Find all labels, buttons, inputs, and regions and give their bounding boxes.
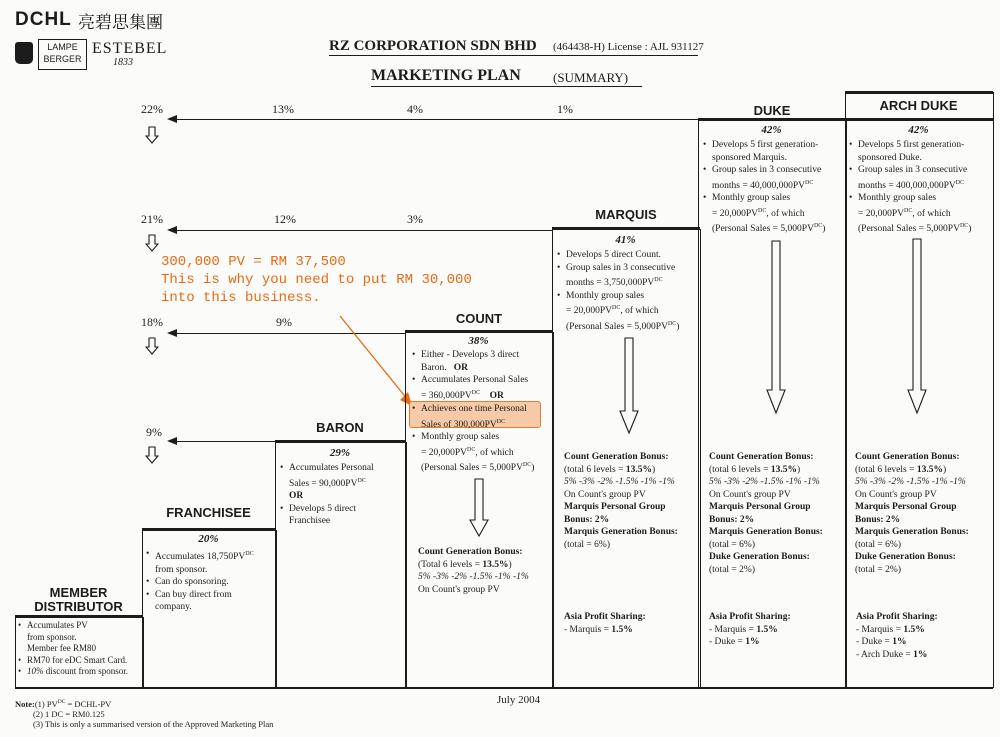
duke-b3d: (Personal Sales = 5,000PV <box>712 224 814 235</box>
archduke-pct: 42% <box>908 124 929 136</box>
archduke-cgb-levels: 5% -3% -2% -1.5% -1% -1% <box>855 477 966 487</box>
franchisee-criteria <box>146 548 274 614</box>
marquis-b3b: = 20,000PV <box>566 306 613 317</box>
marquis-cgb-t3: ) <box>651 464 656 475</box>
duke-mpg-h2: Bonus: 2% <box>709 514 755 525</box>
count-bonus <box>418 546 552 596</box>
member-title-line2: DISTRIBUTOR <box>34 599 123 614</box>
count-b4e: ) <box>531 463 535 474</box>
row2-pct-2: 3% <box>407 212 423 226</box>
dchl-logo: DCHL <box>15 9 72 30</box>
count-pct: 38% <box>468 335 489 347</box>
chart-baseline <box>15 687 993 689</box>
row2-line <box>175 230 553 231</box>
franchisee-b3b: company. <box>155 602 192 613</box>
archduke-cgb-on: On Count's group PV <box>855 489 937 500</box>
annotation-line-2: This is why you need to put RM 30,000 <box>161 272 472 288</box>
archduke-b2b: months = 400,000,000PV <box>858 180 956 191</box>
marquis-cgb-on: On Count's group PV <box>564 489 646 500</box>
count-dc-sup-1: DC <box>471 389 481 396</box>
header-underline <box>329 55 698 56</box>
duke-mpg-h1: Marquis Personal Group <box>709 502 811 512</box>
archduke-dgb-heading: Duke Generation Bonus: <box>855 552 956 562</box>
archduke-mpg-h1: Marquis Personal Group <box>855 502 957 512</box>
marquis-mpg-h2: Bonus: 2% <box>564 514 610 525</box>
duke-bonus <box>709 451 845 576</box>
count-b2b: = 360,000PV <box>421 390 472 401</box>
count-or-1: OR <box>453 362 468 373</box>
member-b2: RM70 for eDC Smart Card. <box>27 654 128 665</box>
duke-dc-sup-1: DC <box>804 179 814 186</box>
note-1a: (1) PV <box>34 698 58 709</box>
archduke-b3c: , of which <box>912 208 951 219</box>
baron-b1b: Sales = 90,000PV <box>289 478 358 489</box>
marquis-b2b: months = 3,750,000PV <box>566 278 655 289</box>
row3-down-arrow-icon <box>145 337 159 355</box>
note-1b: = DCHL-PV <box>65 698 112 709</box>
franchisee-pct: 20% <box>198 533 219 545</box>
footer-date: July 2004 <box>497 694 541 706</box>
marquis-dc-sup-3: DC <box>667 320 677 327</box>
duke-down-arrow-icon <box>766 240 786 415</box>
archduke-title: ARCH DUKE <box>879 98 958 113</box>
archduke-aps-marquis-pct: 1.5% <box>903 624 925 635</box>
note-3: (3) This is only a summarised version of the Approved Marketing Plan <box>33 718 274 729</box>
archduke-dc-sup-3: DC <box>959 223 969 230</box>
annotation-line-1: 300,000 PV = RM 37,500 <box>161 254 346 270</box>
duke-dgb-heading: Duke Generation Bonus: <box>709 552 810 562</box>
row4-pct-0: 9% <box>146 425 162 439</box>
baron-dc-sup: DC <box>357 477 366 484</box>
member-criteria <box>18 620 148 678</box>
archduke-cgb-t3: ) <box>942 464 947 475</box>
marquis-mgb-heading: Marquis Generation Bonus: <box>564 527 678 537</box>
duke-aps-duke: - Duke = <box>709 637 746 647</box>
count-b3b: Sales of 300,000PV <box>421 419 497 430</box>
baron-b2b: Franchisee <box>289 516 331 527</box>
marquis-mpg-h1: Marquis Personal Group <box>564 502 666 512</box>
count-b4b: = 20,000PV <box>421 447 468 458</box>
archduke-b3a: Monthly group sales <box>858 193 937 204</box>
marquis-down-arrow-icon <box>619 337 639 435</box>
duke-b2a: Group sales in 3 consecutive <box>712 165 822 175</box>
member-b1c: Member fee RM80 <box>27 643 96 653</box>
archduke-mpg-h2: Bonus: 2% <box>855 514 901 525</box>
row1-pct-1: 13% <box>272 102 294 116</box>
archduke-b3d: (Personal Sales = 5,000PV <box>858 224 960 235</box>
archduke-b3e: ) <box>968 224 972 235</box>
company-license: (464438-H) License : AJL 931127 <box>553 41 704 53</box>
note-2: (2) 1 DC = RM0.125 <box>33 708 105 719</box>
duke-b3e: ) <box>822 224 826 235</box>
footer-notes <box>15 697 273 729</box>
lamp-bottle-icon <box>15 42 33 64</box>
count-or-2: OR <box>489 390 504 401</box>
baron-criteria <box>280 462 404 528</box>
marquis-dc-sup-2: DC <box>612 305 621 312</box>
count-bonus-t2: 13.5% <box>482 559 509 570</box>
marquis-aps-marquis: - Marquis = <box>564 624 612 635</box>
count-bonus-on: On Count's group PV <box>418 584 500 595</box>
row1-down-arrow-icon <box>145 126 159 144</box>
count-bonus-t1: (Total 6 levels = <box>418 559 483 570</box>
archduke-down-arrow-icon <box>907 238 927 415</box>
duke-b3a: Monthly group sales <box>712 193 791 204</box>
member-b1b: from sponsor. <box>27 631 77 642</box>
archduke-cgb-t1: (total 6 levels = <box>855 464 917 475</box>
duke-cgb-on: On Count's group PV <box>709 489 791 500</box>
row4-line <box>175 441 275 442</box>
marquis-cgb-t2: 13.5% <box>625 464 652 475</box>
franchisee-b2: Can do sponsoring. <box>155 577 229 588</box>
marquis-cgb-levels: 5% -3% -2% -1.5% -1% -1% <box>564 477 675 487</box>
estebel-logo: ESTEBEL <box>92 40 168 57</box>
row3-pct-1: 9% <box>276 315 292 329</box>
count-b4d: (Personal Sales = 5,000PV <box>421 463 523 474</box>
duke-cgb-heading: Count Generation Bonus: <box>709 452 814 462</box>
marquis-cgb-t1: (total 6 levels = <box>564 464 626 475</box>
duke-b3c: , of which <box>766 208 805 219</box>
duke-aps-heading: Asia Profit Sharing: <box>709 612 791 622</box>
marquis-dc-sup-1: DC <box>654 277 663 283</box>
marquis-aps-marquis-pct: 1.5% <box>611 624 633 635</box>
franchisee-dc-sup: DC <box>245 551 254 557</box>
row3-pct-0: 18% <box>141 315 163 329</box>
archduke-aps-heading: Asia Profit Sharing: <box>856 612 938 622</box>
chinese-logo-text: 亮碧思集團 <box>78 13 163 33</box>
notes-label: Note: <box>15 698 35 709</box>
baron-b1a: Accumulates Personal <box>289 463 374 473</box>
marquis-pct: 41% <box>615 234 636 246</box>
row4-down-arrow-icon <box>145 446 159 464</box>
marquis-b3a: Monthly group sales <box>566 290 645 301</box>
page-title: MARKETING PLAN <box>371 67 521 84</box>
marquis-aps-heading: Asia Profit Sharing: <box>564 612 646 622</box>
duke-asia-profit <box>709 611 845 649</box>
archduke-b2a: Group sales in 3 consecutive <box>858 165 968 175</box>
duke-mgb-total: (total = 6%) <box>709 539 755 550</box>
baron-title: BARON <box>316 420 364 435</box>
marquis-b2a: Group sales in 3 consecutive <box>566 262 676 273</box>
marquis-title: MARQUIS <box>595 207 657 222</box>
baron-b2a: Develops 5 direct <box>289 503 357 514</box>
archduke-b1a: Develops 5 first generation- <box>858 140 965 150</box>
marquis-criteria <box>557 249 699 333</box>
duke-criteria <box>703 139 845 236</box>
title-underline <box>371 86 642 87</box>
count-b1b: Baron. <box>421 362 447 373</box>
marquis-bonus <box>564 451 699 551</box>
archduke-b1b: sponsored Duke. <box>858 152 922 163</box>
duke-b3b: = 20,000PV <box>712 208 759 219</box>
annotation-text <box>161 253 472 307</box>
archduke-mgb-total: (total = 6%) <box>855 539 901 550</box>
duke-pct: 42% <box>761 124 782 136</box>
count-b2a: Accumulates Personal Sales <box>421 375 529 385</box>
count-b4c: , of which <box>475 447 514 458</box>
duke-cgb-levels: 5% -3% -2% -1.5% -1% -1% <box>709 477 820 487</box>
member-title-line1: MEMBER <box>49 585 108 600</box>
archduke-criteria <box>849 139 992 236</box>
archduke-cgb-t2: 13.5% <box>916 464 943 475</box>
archduke-aps-marquis: - Marquis = <box>856 624 904 635</box>
duke-b2b: months = 40,000,000PV <box>712 180 805 191</box>
count-bonus-levels: 5% -3% -2% -1.5% -1% -1% <box>418 572 529 582</box>
count-dc-sup-4: DC <box>522 462 532 469</box>
lampe-berger-logo: LAMPE BERGER <box>38 39 87 70</box>
marquis-b3d: (Personal Sales = 5,000PV <box>566 321 668 332</box>
row1-pct-2: 4% <box>407 102 423 116</box>
annotation-line-3: into this business. <box>161 290 321 306</box>
baron-or: OR <box>289 491 304 502</box>
marquis-b1: Develops 5 direct Count. <box>566 250 661 260</box>
duke-b1a: Develops 5 first generation- <box>712 140 819 150</box>
duke-cgb-t3: ) <box>796 464 801 475</box>
member-b1a: Accumulates PV <box>27 620 88 630</box>
note-1-dc-sup: DC <box>57 699 66 705</box>
marquis-asia-profit <box>564 611 699 636</box>
member-discount-pct: 10% <box>27 666 44 676</box>
company-name: RZ CORPORATION SDN BHD <box>329 38 537 54</box>
archduke-aps-arch-pct: 1% <box>913 649 928 660</box>
marquis-b3c: , of which <box>620 306 659 317</box>
archduke-bonus <box>855 451 992 576</box>
archduke-cgb-heading: Count Generation Bonus: <box>855 452 960 462</box>
count-b3a: Achieves one time Personal <box>421 404 527 415</box>
count-criteria <box>412 349 552 475</box>
row2-pct-0: 21% <box>141 212 163 226</box>
duke-aps-marquis-pct: 1.5% <box>756 624 778 635</box>
duke-title: DUKE <box>753 103 791 118</box>
archduke-mgb-heading: Marquis Generation Bonus: <box>855 527 969 537</box>
marquis-mgb-total: (total = 6%) <box>564 539 610 550</box>
duke-cgb-t1: (total 6 levels = <box>709 464 771 475</box>
duke-aps-duke-pct: 1% <box>745 637 760 647</box>
count-down-arrow-icon <box>469 478 489 538</box>
archduke-asia-profit <box>856 611 992 661</box>
archduke-aps-arch: - Arch Duke = <box>856 649 914 660</box>
archduke-dc-sup-2: DC <box>904 207 913 214</box>
archduke-aps-duke-pct: 1% <box>892 637 907 647</box>
duke-aps-marquis: - Marquis = <box>709 624 757 635</box>
archduke-dgb-total: (total = 2%) <box>855 564 901 575</box>
archduke-dc-sup-1: DC <box>955 179 965 186</box>
row2-pct-1: 12% <box>274 212 296 226</box>
count-b1a: Either - Develops 3 direct <box>421 350 520 360</box>
franchisee-b1b: from sponsor. <box>155 564 208 575</box>
archduke-aps-duke: - Duke = <box>856 637 893 647</box>
member-b3b: discount from sponsor. <box>43 666 128 676</box>
duke-dc-sup-3: DC <box>813 223 823 230</box>
row1-pct-3: 1% <box>557 102 573 116</box>
franchisee-title: FRANCHISEE <box>166 505 251 520</box>
row2-down-arrow-icon <box>145 234 159 252</box>
count-dc-sup-2: DC <box>496 418 506 425</box>
count-dc-sup-3: DC <box>467 446 476 453</box>
baron-pct: 29% <box>329 447 351 459</box>
duke-dgb-total: (total = 2%) <box>709 564 755 575</box>
count-title: COUNT <box>455 311 503 326</box>
marquis-cgb-heading: Count Generation Bonus: <box>564 452 669 462</box>
count-b4a: Monthly group sales <box>421 432 500 443</box>
duke-b1b: sponsored Marquis. <box>712 152 787 163</box>
row1-line <box>175 119 699 120</box>
duke-dc-sup-2: DC <box>758 207 767 214</box>
franchisee-b3a: Can buy direct from <box>155 589 232 600</box>
marquis-b3e: ) <box>676 321 680 332</box>
archduke-b3b: = 20,000PV <box>858 208 905 219</box>
duke-mgb-heading: Marquis Generation Bonus: <box>709 527 823 537</box>
count-bonus-heading: Count Generation Bonus: <box>418 547 523 557</box>
count-bonus-t3: ) <box>508 559 512 570</box>
member-title <box>15 586 142 614</box>
franchisee-b1a: Accumulates 18,750PV <box>155 552 246 563</box>
duke-cgb-t2: 13.5% <box>770 464 797 475</box>
row1-pct-0: 22% <box>141 102 163 116</box>
page-subtitle: (SUMMARY) <box>553 70 629 85</box>
estebel-year: 1833 <box>113 57 133 68</box>
